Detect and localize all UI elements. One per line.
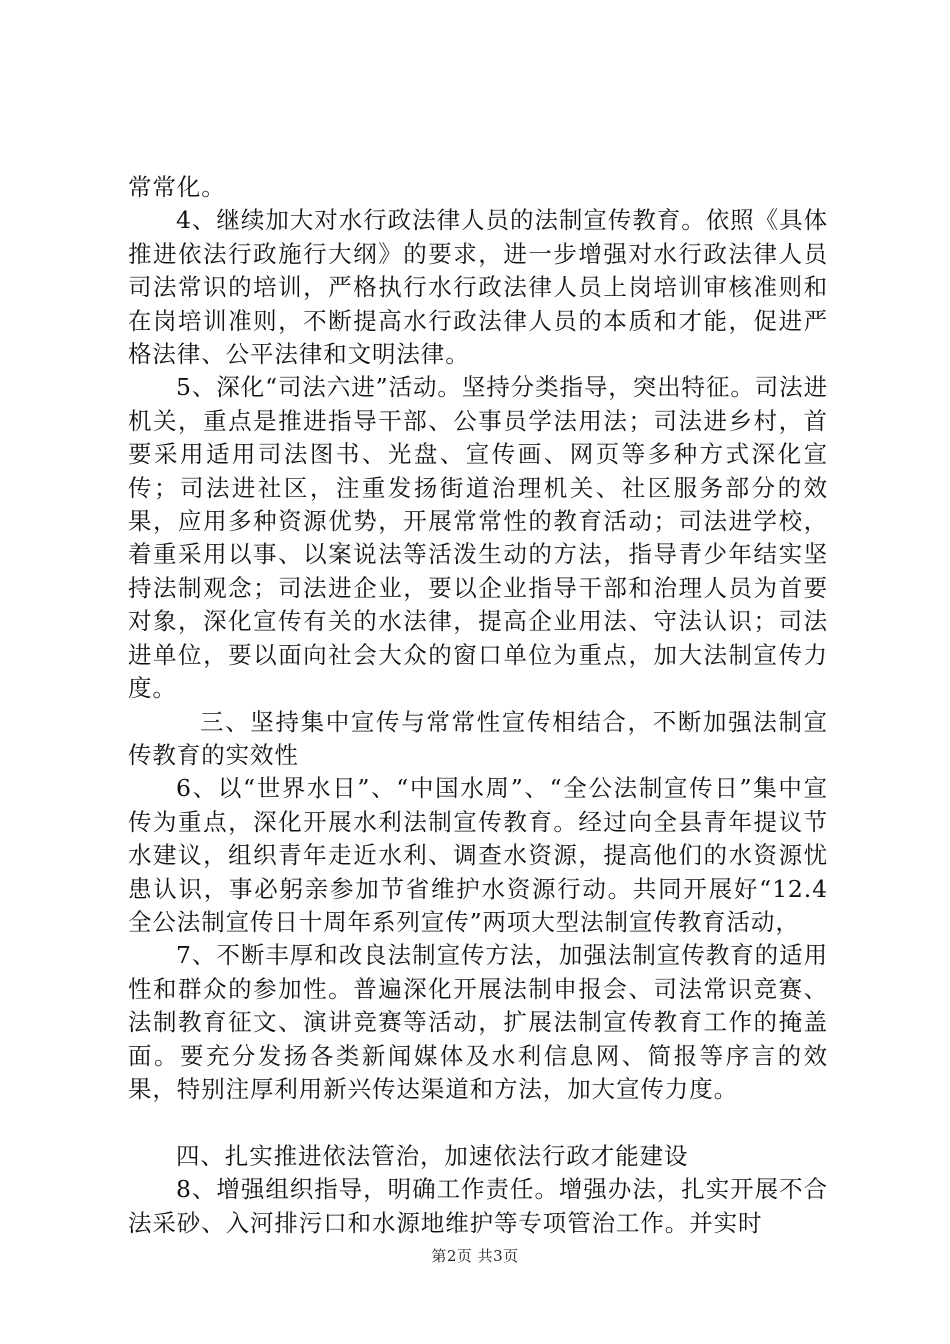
paragraph-item-5: 5、深化“司法六进”活动。坚持分类指导，突出特征。司法进机关，重点是推进指导干部、公事员学法用法；司法进乡村，首要采用适用司法图书、光盘、宣传画、网页等多种方式深化宣传；司法进社区，注重发扬街道治理机关、社区服务部分的效果，应用多种资源优势，开展常常性的教育活动；司法进学校，着重采用以事、以案说法等活泼生动的方法，指导青少年结实坚持法制观念；司法进企业，要以企业指导干部和治理人员为首要对象，深化宣传有关的水法律，提高企业用法、守法认识；司法进单位，要以面向社会大众的窗口单位为重点，加大法制宣传力度。 <box>128 373 828 703</box>
document-body <box>128 171 828 1240</box>
paragraph-item-4: 4、继续加大对水行政法律人员的法制宣传教育。依照《具体推进依法行政施行大纲》的要求，进一步增强对水行政法律人员司法常识的培训，严格执行水行政法律人员上岗培训审核准则和在岗培训准则，不断提高水行政法律人员的本质和才能，促进严格法律、公平法律和文明法律。 <box>128 206 828 369</box>
page-number-footer: 第2页 共3页 <box>431 1247 519 1265</box>
paragraph-continuation: 常常化。 <box>128 173 226 201</box>
paragraph-item-7: 7、不断丰厚和改良法制宣传方法，加强法制宣传教育的适用性和群众的参加性。普遍深化开展法制申报会、司法常识竞赛、法制教育征文、演讲竞赛等活动，扩展法制宣传教育工作的掩盖面。要充分发扬各类新闻媒体及水利信息网、简报等序言的效果，特别注厚利用新兴传达渠道和方法，加大宣传力度。 <box>128 941 828 1103</box>
paragraph-item-8: 8、增强组织指导，明确工作责任。增强办法，扎实开展不合法采砂、入河排污口和水源地维护等专项管治工作。并实时 <box>128 1175 828 1237</box>
section-heading-4: 四、扎实推进依法管治，加速依法行政才能建设 <box>176 1141 689 1170</box>
section-heading-3: 三、坚持集中宣传与常常性宣传相结合，不断加强法制宣传教育的实效性 <box>128 707 828 769</box>
paragraph-item-6: 6、以“世界水日”、“中国水周”、“全公法制宣传日”集中宣传为重点，深化开展水利法制宣传教育。经过向全县青年提议节水建议，组织青年走近水利、调查水资源，提高他们的水资源忧患认识，事必躬亲参加节省维护水资源行动。共同开展好“12.4全公法制宣传日十周年系列宣传”两项大型法制宣传教育活动， <box>128 774 828 936</box>
blank-line <box>128 1106 828 1139</box>
